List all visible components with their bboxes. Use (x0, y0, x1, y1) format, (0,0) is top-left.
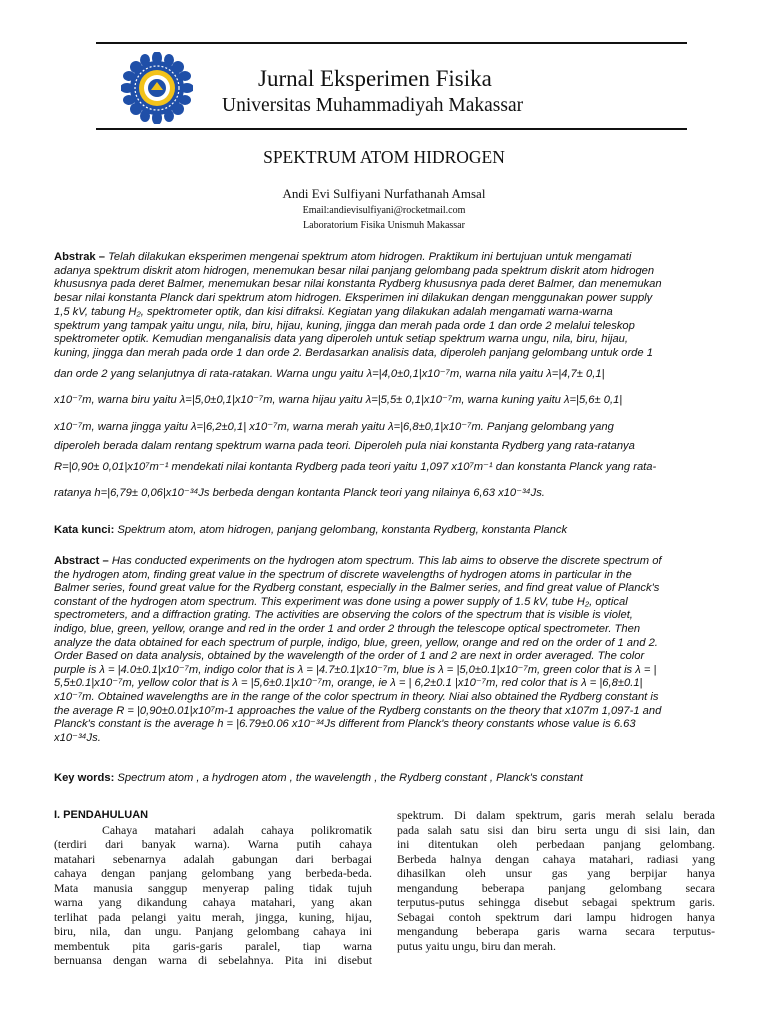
abstract-line: x10⁻³⁴Js. (54, 731, 101, 744)
body-line: warna yang dikandung cahaya matahari, yang akan (54, 895, 372, 910)
abstract-line: Order Based on data analysis, obtained by the wavelength of the order of 1 and 2 are next in order averaged. The color (54, 650, 645, 663)
key-words-text: Spectrum atom , a hydrogen atom , the wavelength , the Rydberg constant , Planck's constant (114, 772, 583, 784)
abstract-line: constant of the hydrogen atom spectrum. This experiment was done using a power supply of 1.5 kV, tube H₂, optical (54, 595, 628, 608)
body-line: ini ditentukan oleh perbedaan panjang gelombang. (397, 837, 715, 852)
header-rule-bottom (96, 128, 687, 130)
body-line: Berbeda halnya dengan cahaya matahari, radiasi yang (397, 851, 715, 866)
abstrak-line: Telah dilakukan eksperimen mengenai spektrum atom hidrogen. Praktikum ini bertujuan untuk mengamati (105, 251, 632, 263)
paper-authors: Andi Evi Sulfiyani Nurfathanah Amsal (282, 186, 486, 201)
kata-kunci-label: Kata kunci: (54, 524, 115, 536)
body-line: spektrum. Di dalam spektrum, garis merah selalu berada (397, 808, 715, 822)
body-line: Cahaya matahari adalah cahaya polikromatik (102, 822, 372, 837)
abstrak-line: ratanya h=|6,79± 0,06|x10⁻³⁴Js berbeda dengan kontanta Planck teori yang nilainya 6,63 x10⁻³⁴Js. (54, 487, 545, 500)
body-column-right (397, 808, 715, 953)
abstrak-line: x10⁻⁷m, warna biru yaitu λ=|5,0±0,1|x10⁻⁷m, warna hijau yaitu λ=|5,5± 0,1|x10⁻⁷m, warna kuning yaitu λ=|5,6± 0,1| (54, 394, 623, 407)
abstract-label: Abstract – (54, 555, 109, 567)
body-line: terputus-putus sehingga disebut sebagai spektrum garis. (397, 895, 715, 910)
kata-kunci-text: Spektrum atom, atom hidrogen, panjang gelombang, konstanta Rydberg, konstanta Planck (114, 524, 568, 536)
abstract-line: x10⁻⁷m. Obtained wavelengths are in the range of the color spectrum in theory. Niai also obtained the Rydberg constant is (54, 690, 659, 703)
body-line: Sebagai contoh spektrum dari lampu hidrogen hanya (397, 909, 715, 924)
abstract-english-paragraph (54, 555, 714, 745)
abstract-line: Balmer series, found great value for the Rydberg constant, especially in the Balmer series, and find great value of Planck's (54, 582, 660, 595)
body-line: matahari sebenarnya adalah gabungan dari berbagai (54, 851, 372, 866)
section-heading: I. PENDAHULUAN (54, 809, 149, 821)
kata-kunci (54, 523, 714, 537)
abstrak-line: dan orde 2 yang selanjutnya di rata-ratakan. Warna ungu yaitu λ=|4,0±0,1|x10⁻⁷m, warna nila yaitu λ=|4,7± 0,1| (54, 367, 605, 380)
abstrak-line: khususnya pada deret Balmer, menemukan besar nilai konstanta Rydberg khususnya pada deret Balmer, dan menemukan (54, 278, 662, 291)
abstrak-line: kuning, jingga dan merah pada orde 1 dan orde 2. Berdasarkan analisis data, diperoleh panjang gelombang untuk orde 1 (54, 346, 653, 359)
abstrak-line: spektrum yang tampak yaitu ungu, nila, biru, hijau, kuning, jingga dan merah pada orde 1 dan orde 2 melalui teleskop (54, 319, 635, 332)
body-line: Mata manusia sanggup menyerap paling tidak tujuh (54, 880, 372, 895)
body-line: cahaya dengan panjang gelombang yang berbeda-beda. (54, 866, 372, 881)
key-words-label: Key words: (54, 772, 115, 784)
abstrak-line: spektrometer optik. Kemudian menganalisis data yang diperoleh untuk setiap spektrum warna ungu, nila, biru, hijau, (54, 333, 628, 346)
abstract-line: Has conducted experiments on the hydrogen atom spectrum. This lab aims to observe the discrete spectrum of (108, 555, 662, 567)
body-line: terlihat pada pelangi yaitu merah, jingga, kuning, hijau, (54, 909, 372, 924)
body-line: biru, nila, dan ungu. Panjang gelombang cahaya ini (54, 924, 372, 939)
body-line: mengandung beberapa garis warna secara terputus- (397, 924, 715, 939)
abstrak-line: 1,5 kV, tabung H₂, spektrometer optik, dan kisi difraksi. Kegiatan yang dilakukan adalah mengamati warna-warna (54, 305, 613, 318)
journal-title: Jurnal Eksperimen Fisika (258, 66, 492, 91)
body-line: (terdiri dari banyak warna). Warna putih cahaya (54, 837, 372, 852)
key-words (54, 771, 714, 785)
body-line: putus yaitu ungu, biru dan merah. (397, 938, 556, 953)
abstrak-paragraph (54, 251, 714, 507)
author-email: Email:andievisulfiyani@rocketmail.com (302, 205, 466, 216)
paper-title: SPEKTRUM ATOM HIDROGEN (263, 147, 505, 167)
body-line: pada salah satu sisi dan biru serta ungu di sisi lain, dan (397, 822, 715, 837)
abstrak-label: Abstrak – (54, 251, 105, 263)
abstract-line: analyze the data obtained for each spectrum of purple, indigo, blue, green, yellow, orange and red on the order of 1 and 2. (54, 636, 658, 649)
abstrak-line: diperoleh berada dalam rentang spektrum warna pada teori. Diperoleh pula niai konstanta Rydberg yang rata-ratanya (54, 440, 635, 453)
abstract-line: the average R = |0,90±0.01|x10⁷m-1 approaches the value of the Rydberg constants on the theory that x107m 1,097-1 and (54, 704, 662, 717)
abstract-line: the hydrogen atom, finding great value in the spectrum of discrete wavelengths of hydrogen atoms in particular in the (54, 568, 632, 581)
journal-university: Universitas Muhammadiyah Makassar (222, 95, 524, 116)
body-line: mengandung beberapa panjang gelombang secara (397, 880, 715, 895)
header-rule-top (96, 42, 687, 44)
abstrak-line: besar nilai konstanta Planck dari spektrum atom hidrogen. Eksperimen ini dilakukan dengan menggunakan power supply (54, 292, 653, 305)
abstrak-line: x10⁻⁷m, warna jingga yaitu λ=|6,2±0,1| x10⁻⁷m, warna merah yaitu λ=|6,8±0,1|x10⁻⁷m. Panjang gelombang yang (54, 420, 614, 433)
body-line: bernuansa dengan warna di sebelahnya. Pita ini disebut (54, 953, 372, 968)
abstract-line: 5,5±0.1|x10⁻⁷m, yellow color that is λ = |5,6±0.1|x10⁻⁷m, orange, ie λ = | 6,2±0.1 |x10⁻⁷m, red color that is λ = |6,8±0.1| (54, 677, 643, 690)
author-affiliation: Laboratorium Fisika Unismuh Makassar (303, 220, 465, 231)
university-logo-icon (121, 52, 193, 124)
abstrak-line: adanya spektrum diskrit atom hidrogen, menemukan besar nilai panjang gelombang pada spektrum diskrit atom hidrogen (54, 264, 655, 277)
body-line: dihasilkan oleh unsur gas yang berpijar hanya (397, 866, 715, 881)
body-line: membentuk pita garis-garis paralel, tiap warna (54, 938, 372, 953)
abstrak-line: R=|0,90± 0,01|x10⁷m⁻¹ mendekati nilai kontanta Rydberg pada teori yaitu 1,097 x10⁷m⁻¹ dan konstanta Planck yang rata- (54, 460, 657, 473)
body-column-left (54, 808, 372, 968)
abstract-line: purple is λ = |4.0±0.1|x10⁻⁷m, indigo color that is λ = |4.7±0.1|x10⁻⁷m, blue is λ = |5,0±0.1|x10⁻⁷m, green color that is λ = | (54, 663, 657, 676)
abstract-line: indigo, blue, green, yellow, orange and red in the order 1 and order 2 through the telescope optical spectrometer. Then (54, 622, 641, 635)
abstract-line: Planck's constant is the average h = |6.79±0.06 x10⁻³⁴Js different from Planck's theory constants whose value is 6.63 (54, 718, 636, 731)
abstract-line: spectrometers, and a diffraction grating. The activities are observing the colors of the spectrum that is visible is violet, (54, 609, 633, 622)
